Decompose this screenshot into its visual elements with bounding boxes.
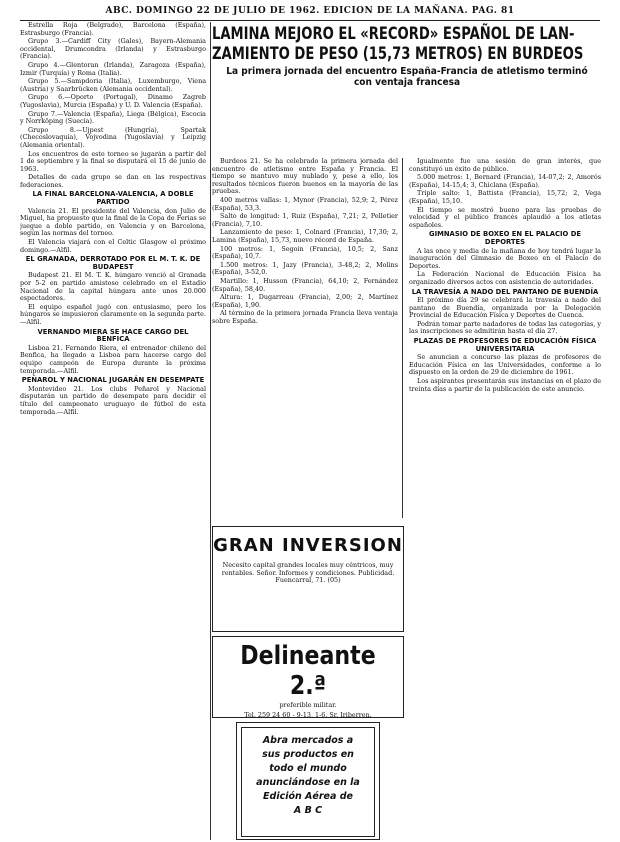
paragraph: Budapest 21. El M. T. K. húngaro venció al Granada por 5-2 en partido amistoso celebrado en el Estadio Nacional de la capital húngara ante unos 20.000 espectadores. [20, 271, 206, 303]
paragraph: Los aspirantes presentarán sus instancias en el plazo de treinta días a partir de la publicación de este anuncio. [409, 377, 601, 393]
headline-subhead: La primera jornada del encuentro España-Francia de atletismo terminó con ventaja francesa [226, 66, 588, 88]
paragraph: Lisboa 21. Fernando Riera, el entrenador chileno del Benfica, ha llegado a Lisboa para hacerse cargo del equipo campeón de Europa durante la próxima temporada.—Alfil. [20, 343, 206, 375]
ad-line: todo el mundo [269, 763, 347, 774]
paragraph: Altura: 1, Dugarreau (Francia), 2,00; 2, Martínez (España), 1,90. [212, 293, 398, 309]
ad-delineante [212, 636, 404, 718]
paragraph: El equipo español jugó con entusiasmo, pero los húngaros se impusieron claramente en la segunda parte.—Alfil. [20, 302, 206, 326]
paragraph: El Valencia viajará con el Celtic Glasgow el próximo domingo.—Alfil. [20, 238, 206, 254]
paragraph: Podrán tomar parte nadadores de todas las categorías, y las inscripciones se admitirán hasta el día 27. [409, 319, 601, 336]
paragraph: Grupo 8.—Ujpest (Hungría), Spartak (Checoslovaquia), Vojvodina (Yugoslavia) y Leipzig (Alemania oriental). [20, 125, 206, 149]
paragraph: El próximo día 29 se celebrará la travesía a nado del pantano de Buendía, organizada por la Delegación Provincial de Educación Física y Deportes de Cuenca. [409, 296, 601, 320]
ad-line: anunciándose en la [256, 777, 360, 788]
ad-line: sus productos en [262, 749, 354, 760]
ad-title: GRAN INVERSION [213, 535, 403, 556]
paragraph: 400 metros vallas: 1, Mynor (Francia), 52,9; 2, Pérez (España), 53,3. [212, 195, 398, 212]
ad-contact: Tel. 259 24 60 - 9-13, 1-6. Sr. Iriberren. [244, 711, 372, 719]
paragraph: Estrella Roja (Belgrado), Barcelona (España), Estrasburgo (Francia). [20, 22, 206, 37]
ad-frame [241, 727, 375, 837]
headline-line-2: ZAMIENTO DE PESO (15,73 METROS) EN BURDEOS [212, 44, 584, 64]
column-right [409, 158, 601, 838]
ad-title: Delineante 2.ª [240, 641, 376, 701]
paragraph: Grupo 5.—Sampdoria (Italia), Luxemburgo, Viena (Austria) y Saarbrücken (Alemania occidental). [20, 77, 206, 93]
paragraph: 1.500 metros: 1, Jazy (Francia), 3-48,2; 2, Molins (España), 3-52,0. [212, 260, 398, 277]
article-heading: LA TRAVESÍA A NADO DEL PANTANO DE BUENDÍA [411, 287, 599, 296]
paragraph: Detalles de cada grupo se dan en las respectivas federaciones. [20, 173, 206, 189]
paragraph: El tiempo se mostró bueno para las pruebas de velocidad y el público francés aplaudió a los atletas españoles. [409, 205, 601, 229]
paragraph: Los encuentros de este torneo se jugarán a partir del 1 de septiembre y la final se disputará el 15 de junio de 1963. [20, 149, 206, 173]
article-heading: PEÑAROL Y NACIONAL JUGARÁN EN DESEMPATE [21, 376, 205, 385]
paragraph: Martillo: 1, Husson (Francia), 64,10; 2, Fernández (España), 58,40. [212, 276, 398, 293]
article-heading: EL GRANADA, DERROTADO POR EL M. T. K. DE BUDAPEST [25, 255, 201, 271]
paragraph: Triple salto: 1, Battista (Francia), 15,72; 2, Vega (España), 15,10. [409, 189, 601, 205]
paragraph: Grupo 3.—Cardiff City (Gales), Bayern-Alemania occidental, Drumcondra (Irlanda) y Estrasburgo (Francia). [20, 37, 206, 61]
paragraph: 100 metros: 1, Segoin (Francia), 10,5; 2, Sanz (España), 10,7. [212, 244, 398, 261]
main-headline [212, 24, 602, 88]
paragraph: Igualmente fue una sesión de gran interés, que constituyó un éxito de público. [409, 158, 601, 173]
paragraph: Grupo 4.—Glentoran (Irlanda), Zaragoza (España), Izmir (Turquía) y Roma (Italia). [20, 60, 206, 77]
article-heading: VERNANDO MIERA SE HACE CARGO DEL BENFICA [37, 327, 189, 344]
paragraph: Se anuncian a concurso las plazas de profesores de Educación Física en las Universidades, conforme a lo dispuesto en la orden de 29 de diciembre de 1961. [409, 353, 601, 377]
ad-line: Abra mercados a [262, 735, 354, 746]
paragraph: Al término de la primera jornada Francia lleva ventaja sobre España. [212, 309, 398, 325]
ad-body: Necesito capital grandes locales muy céntricos, muy rentables. Señor. Informes y condiciones. Publicidad. Fuencarral, 71. (05) [221, 561, 395, 585]
ad-gran-inversion [212, 526, 404, 632]
column-center [212, 158, 403, 518]
paragraph: A las once y media de la mañana de hoy tendrá lugar la inauguración del Gimnasio de Boxeo en el Palacio de Deportes. [409, 246, 601, 270]
paragraph: Salto de longitud: 1, Ruiz (España), 7,21; 2, Pelletier (Francia), 7,10. [212, 212, 398, 228]
paragraph: Valencia 21. El presidente del Valencia, don Julio de Miguel, ha propuesto que la final de la Copa de Ferias se juegue a doble partido, en Valencia y en Barcelona, según las normas del torneo. [20, 206, 206, 238]
ad-line: Edición Aérea de [263, 791, 353, 802]
headline-line-1: LAMINA MEJORO EL «RECORD» ESPAÑOL DE LAN- [212, 24, 575, 44]
column-left [20, 22, 211, 840]
ad-subtitle: preferible militar. [279, 701, 337, 709]
ad-edicion-aerea [236, 722, 380, 840]
paragraph: Burdeos 21. Se ha celebrado la primera jornada del encuentro de atletismo entre España y Francia. El tiempo se mantuvo muy nublado y, pese a ello, los resultados técnicos fueron buenos en la mayoría de las pruebas. [212, 158, 398, 196]
paragraph: La Federación Nacional de Educación Física ha organizado diversos actos con asistencia de autoridades. [409, 270, 601, 286]
paragraph: Grupo 6.—Oporto (Portugal), Dinamo Zagreb (Yugoslavia), Murcia (España) y U. D. Valencia (España). [20, 93, 206, 109]
paragraph: Montevideo 21. Los clubs Peñarol y Nacional disputarán un partido de desempate para decidir el título del campeonato uruguayo de fútbol de esta temporada.—Alfil. [20, 384, 206, 416]
ad-line: A B C [293, 805, 323, 816]
page-masthead: ABC. DOMINGO 22 DE JULIO DE 1962. EDICION DE LA MAÑANA. PAG. 81 [20, 6, 600, 21]
article-heading: GIMNASIO DE BOXEO EN EL PALACIO DE DEPORTES [429, 230, 581, 246]
article-heading: PLAZAS DE PROFESORES DE EDUCACIÓN FÍSICA UNIVERSITARIA [413, 337, 597, 353]
paragraph: 5.000 metros: 1, Bernard (Francia), 14-07,2; 2, Amorós (España), 14-15,4; 3, Chiclana (España). [409, 173, 601, 189]
paragraph: Lanzamiento de peso: 1, Colnard (Francia), 17,30; 2, Lamina (España), 15,73, nuevo récord de España. [212, 228, 398, 244]
article-heading: LA FINAL BARCELONA-VALENCIA, A DOBLE PARTIDO [32, 190, 194, 207]
paragraph: Grupo 7.—Valencia (España), Liega (Bélgica), Escocia y Norrköping (Suecia). [20, 109, 206, 126]
